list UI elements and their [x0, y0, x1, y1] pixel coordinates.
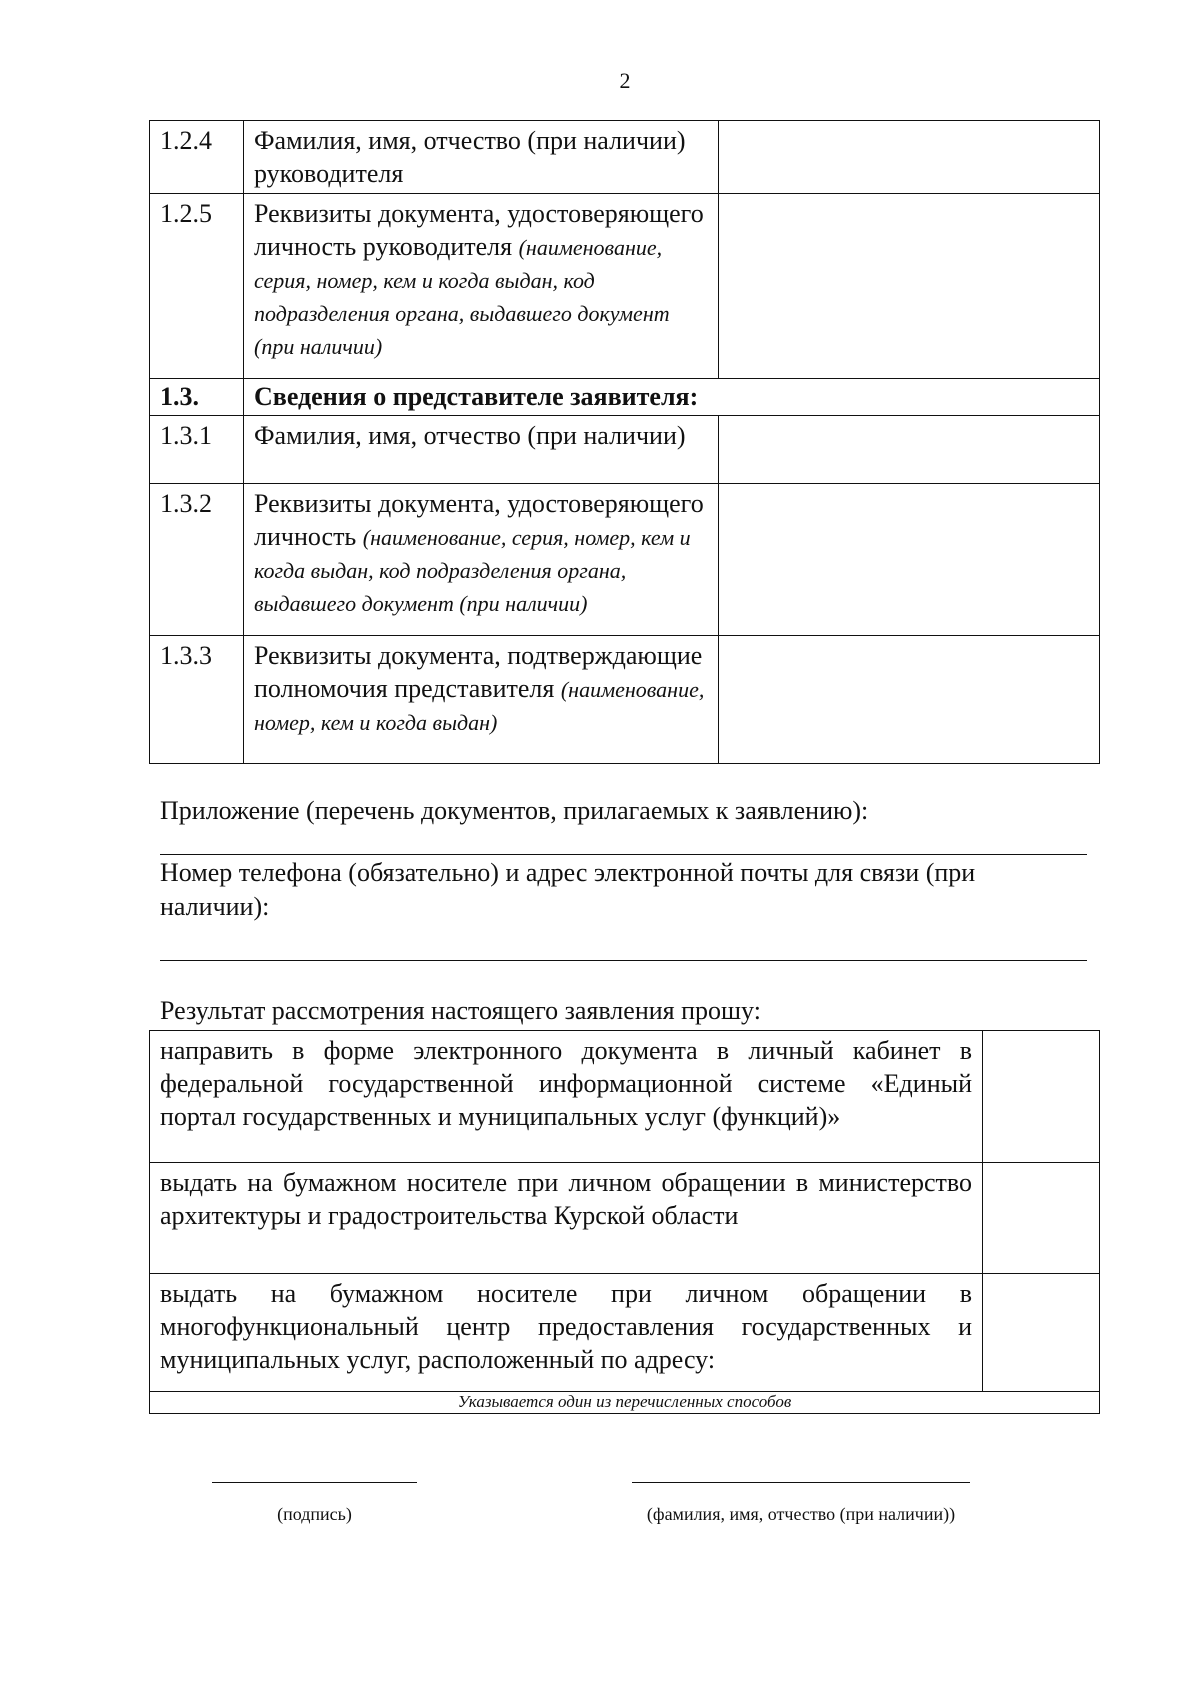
full-name-line[interactable]: [632, 1482, 970, 1483]
table-row: [150, 636, 1100, 764]
value-cell[interactable]: [719, 636, 1100, 764]
table-row: [150, 194, 1100, 379]
row-label-text: Реквизиты документа, подтверждающие полномочия представителя: [254, 641, 703, 703]
row-label: [244, 484, 719, 636]
contact-label: Номер телефона (обязательно) и адрес электронной почты для связи (при наличии):: [160, 858, 976, 921]
row-number: 1.3.1: [150, 416, 244, 484]
row-hint: (наименование, серия, номер, кем и когда выдан, код подразделения органа, выдавшего документ (при наличии): [254, 235, 670, 359]
row-number: 1.2.5: [150, 194, 244, 379]
value-cell[interactable]: [719, 416, 1100, 484]
row-label: [244, 121, 719, 194]
section-number: 1.3.: [150, 379, 244, 416]
result-option-row: [150, 1163, 1100, 1274]
attachments-label: Приложение (перечень документов, прилагаемых к заявлению):: [160, 796, 869, 825]
result-intro: Результат рассмотрения настоящего заявления прошу:: [160, 996, 761, 1025]
result-option-row: [150, 1274, 1100, 1392]
value-cell[interactable]: [719, 194, 1100, 379]
section-title: Сведения о представителе заявителя:: [244, 379, 1100, 416]
row-number: 1.3.3: [150, 636, 244, 764]
section-header-row: [150, 379, 1100, 416]
row-label-text: Реквизиты документа, удостоверяющего личность: [254, 489, 704, 551]
row-label-text: Реквизиты документа, удостоверяющего личность руководителя: [254, 199, 704, 261]
result-option-text: направить в форме электронного документа в личный кабинет в федеральной государственной информационной системе «Единый портал государственных и муниципальных услуг (функций)»: [150, 1031, 983, 1163]
page-number: 2: [619, 68, 631, 93]
full-name-caption: (фамилия, имя, отчество (при наличии)): [646, 1504, 956, 1524]
attachments-fill-line[interactable]: [160, 834, 1087, 855]
result-option-row: [150, 1031, 1100, 1163]
value-cell[interactable]: [719, 121, 1100, 194]
signature-caption: (подпись): [277, 1504, 352, 1524]
result-option-checkbox[interactable]: [983, 1163, 1100, 1274]
row-hint: (наименование, номер, кем и когда выдан): [254, 677, 705, 735]
value-cell[interactable]: [719, 484, 1100, 636]
table-row: [150, 121, 1100, 194]
result-method-table: [149, 1030, 1100, 1414]
row-label: [244, 416, 719, 484]
result-option-checkbox[interactable]: [983, 1274, 1100, 1392]
result-option-text: выдать на бумажном носителе при личном обращении в многофункциональный центр предоставления государственных и муниципальных услуг, расположенный по адресу:: [150, 1274, 983, 1392]
table-row: [150, 416, 1100, 484]
row-label-text: Фамилия, имя, отчество (при наличии): [254, 421, 686, 450]
applicant-details-table: [149, 120, 1100, 764]
row-number: 1.3.2: [150, 484, 244, 636]
result-option-checkbox[interactable]: [983, 1031, 1100, 1163]
contact-fill-line[interactable]: [160, 930, 1087, 961]
row-label: [244, 194, 719, 379]
row-label-text: Фамилия, имя, отчество (при наличии) руководителя: [254, 126, 686, 188]
result-option-text: выдать на бумажном носителе при личном обращении в министерство архитектуры и градостроительства Курской области: [150, 1163, 983, 1274]
table-row: [150, 484, 1100, 636]
row-hint: (наименование, серия, номер, кем и когда выдан, код подразделения органа, выдавшего документ (при наличии): [254, 525, 691, 616]
result-note: Указывается один из перечисленных способов: [150, 1392, 1100, 1414]
row-label: [244, 636, 719, 764]
row-number: 1.2.4: [150, 121, 244, 194]
result-note-row: [150, 1392, 1100, 1414]
signature-line[interactable]: [212, 1482, 417, 1483]
